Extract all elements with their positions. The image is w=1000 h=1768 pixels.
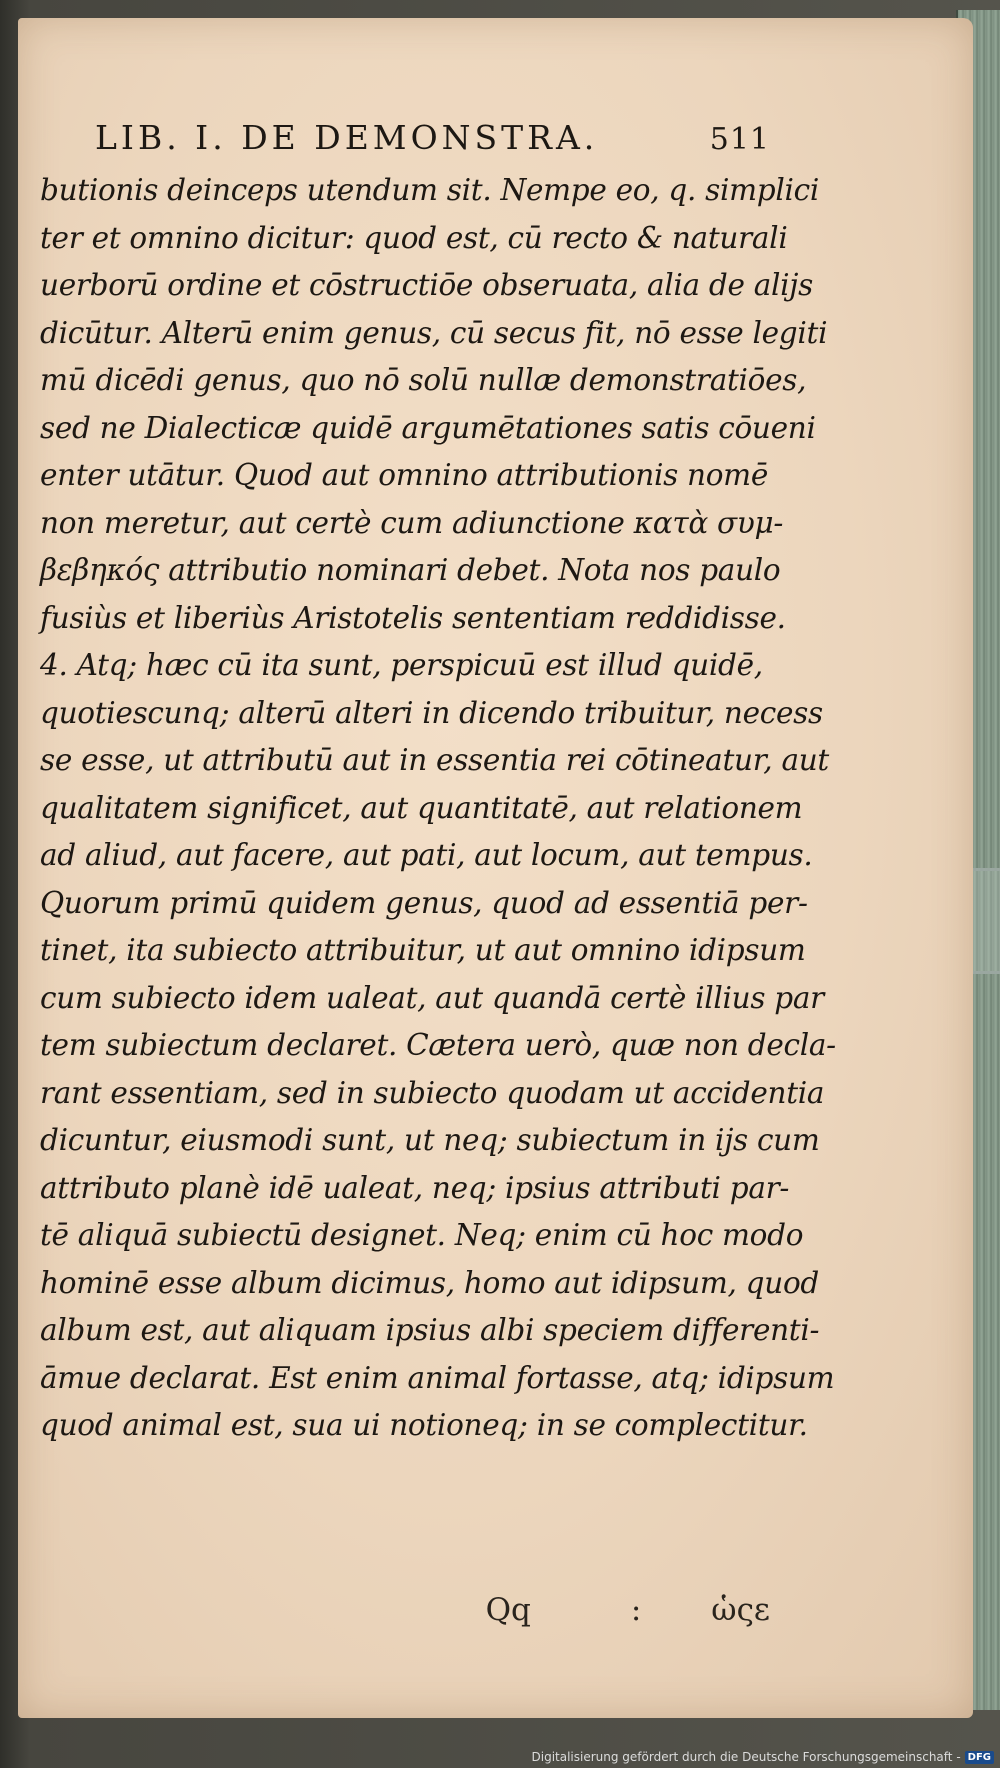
text-lines [40, 167, 836, 1450]
text-line: dicūtur. Alterū enim genus, cū secus fit, nō esse legiti [40, 315, 828, 350]
text-line: tē aliquā subiectū designet. Neq; enim cū hoc modo [40, 1218, 804, 1252]
text-line: attributo planè idē ualeat, neq; ipsius attributi par- [40, 1170, 790, 1205]
text-line: 4. Atq; hæc cū ita sunt, perspicuū est illud quidē, [40, 648, 763, 682]
text-line: āmue declarat. Est enim animal fortasse, atq; idipsum [40, 1360, 835, 1395]
dfg-logo: DFG [965, 1751, 994, 1764]
text-line: tem subiectum declaret. Cætera uerò, quæ non decla- [40, 1028, 836, 1062]
text-line: uerborū ordine et cōstructiōe obseruata, alia de alijs [40, 268, 813, 302]
text-line: album est, aut aliquam ipsius albi speciem differenti- [40, 1313, 820, 1347]
text-line: quod animal est, sua ui notioneq; in se complectitur. [40, 1408, 808, 1442]
text-line: non meretur, aut certè cum adiunctione κατὰ συμ- [40, 505, 784, 540]
credit-text: Digitalisierung gefördert durch die Deutsche Forschungsgemeinschaft - [531, 1750, 961, 1764]
signature-mark: Qq [485, 1592, 531, 1628]
text-line: se esse, ut attributū aut in essentia rei cōtineatur, aut [40, 743, 829, 777]
catch-line [40, 1592, 770, 1628]
text-line: enter utātur. Quod aut omnino attributionis nomē [40, 458, 768, 492]
text-line: qualitatem significet, aut quantitatē, aut relationem [40, 790, 803, 825]
text-line: hominē esse album dicimus, homo aut idipsum, quod [40, 1265, 819, 1300]
digitization-credit [532, 1750, 995, 1764]
text-line: mū dicēdi genus, quo nō solū nullæ demonstratiōes, [40, 363, 807, 397]
folio-number: 511 [709, 122, 770, 157]
text-line: ter et omnino dicitur: quod est, cū recto & naturali [40, 220, 788, 255]
text-block [40, 118, 836, 1628]
text-line: cum subiecto idem ualeat, aut quandā certè illius par [40, 980, 824, 1015]
page-header [40, 118, 770, 157]
catchword: ὡςε [711, 1592, 770, 1628]
text-line: quotiescunq; alterū alteri in dicendo tribuitur, necess [40, 695, 823, 730]
catchword-separator: : [630, 1592, 642, 1628]
text-line: butionis deinceps utendum sit. Nempe eo, q. simplici [40, 173, 819, 207]
text-line: dicuntur, eiusmodi sunt, ut neq; subiectum in ijs cum [40, 1123, 820, 1157]
text-line: sed ne Dialecticæ quidē argumētationes satis cōueni [40, 410, 816, 445]
text-line: rant essentiam, sed in subiecto quodam ut accidentia [40, 1075, 825, 1110]
book-page [18, 18, 973, 1718]
text-line: βεβηκός attributio nominari debet. Nota nos paulo [40, 553, 781, 587]
text-line: ad aliud, aut facere, aut pati, aut locum, aut tempus. [40, 838, 813, 872]
running-head: LIB. I. DE DEMONSTRA. [95, 118, 599, 157]
text-line: tinet, ita subiecto attribuitur, ut aut omnino idipsum [40, 933, 806, 967]
text-line: Quorum primū quidem genus, quod ad essentiā per- [40, 885, 808, 920]
text-line: fusiùs et liberiùs Aristotelis sententiam reddidisse. [40, 600, 786, 635]
